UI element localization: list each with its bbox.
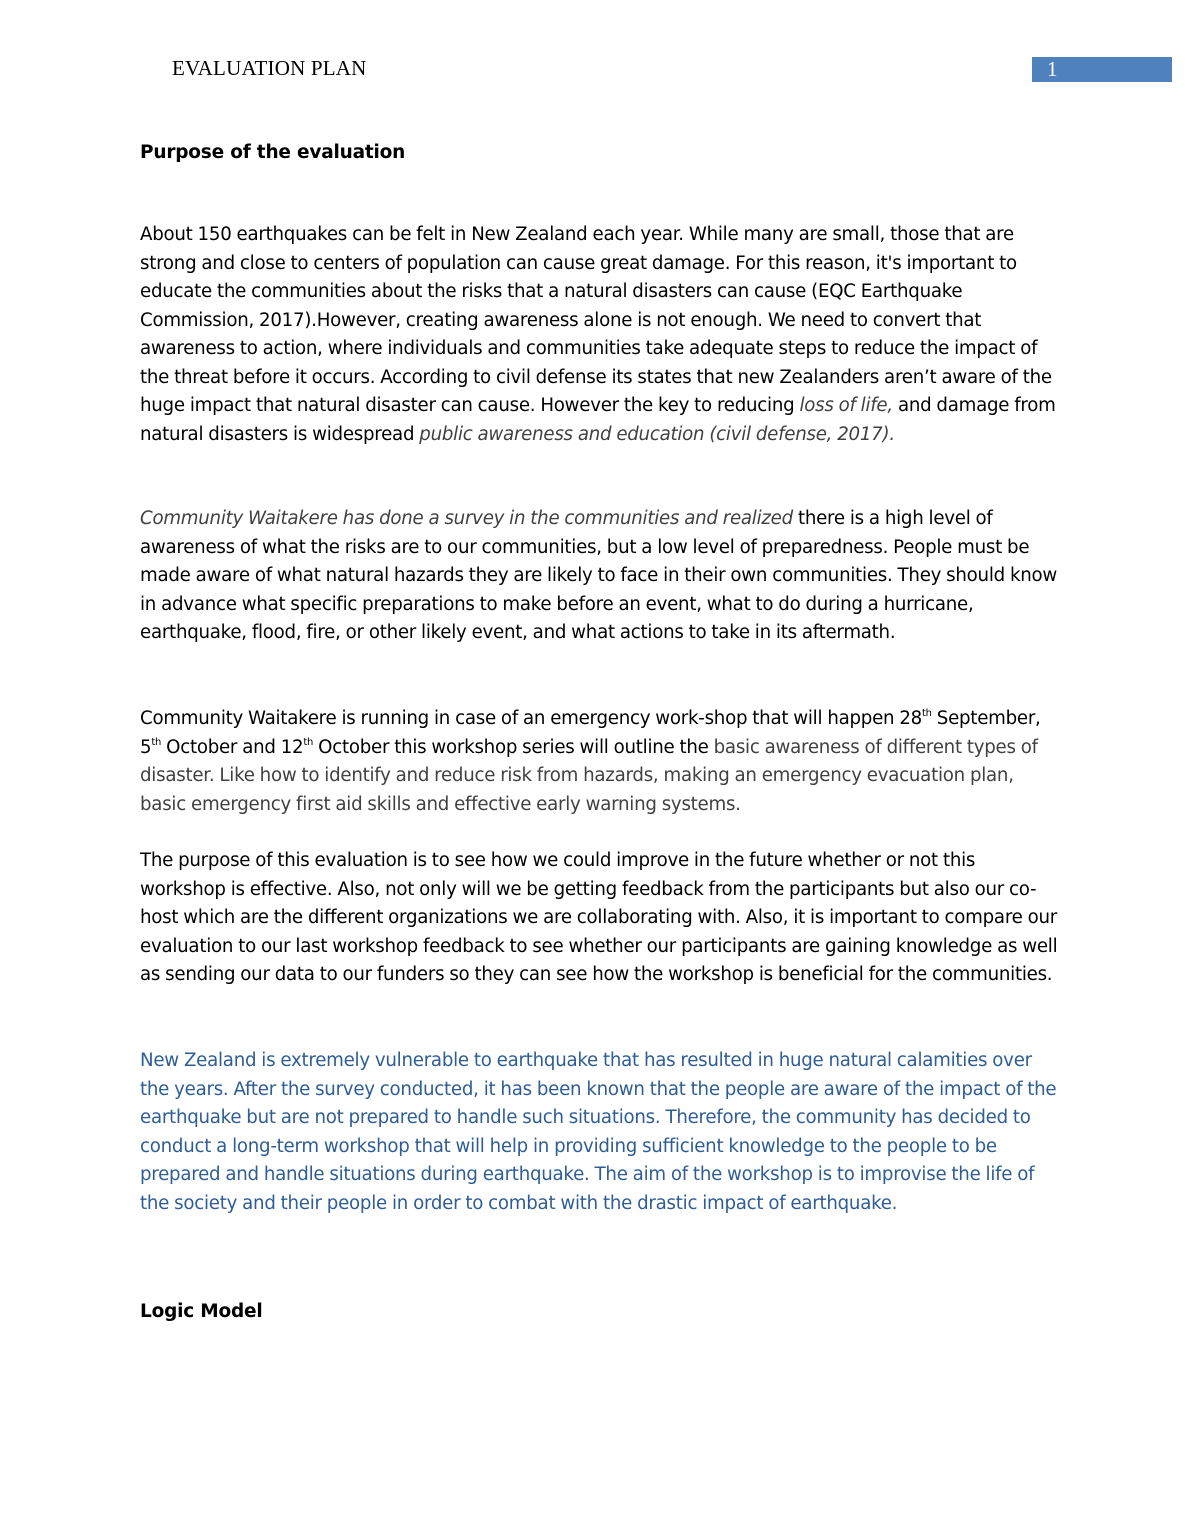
purpose-heading: Purpose of the evaluation — [140, 142, 406, 163]
superscript: th — [303, 736, 314, 748]
paragraph-text: and damage from natural disasters is widespread — [140, 395, 1056, 445]
paragraph-text: October this workshop series will outline the — [313, 736, 714, 758]
paragraph-text: Community Waitakere is running in case of an emergency work-shop that will happen 28 — [140, 708, 922, 729]
superscript: th — [151, 736, 162, 748]
paragraph-text: September, 5 — [140, 708, 1041, 758]
paragraph-text: there is a high level of awareness of what the risks are to our communities, but a low level of preparedness. People must be made aware of what natural hazards they are likely to face in their own communities. They should know in advance what specific preparations to make before an event, what to do during a hurricane, earthquake, flood, fire, or other likely event, and what actions to take in its aftermath. — [140, 508, 1058, 643]
logic-model-heading: Logic Model — [140, 1301, 263, 1322]
italic-citation: public awareness and education (civil defense, 2017). — [419, 423, 895, 445]
paragraph-text: About 150 earthquakes can be felt in New Zealand each year. While many are small, those that are strong and close to centers of population can cause great damage. For this reason, it's important to educate the communities about the risks that a natural disasters can cause (EQC Earthquake Commission, 2017).However, creating awareness alone is not enough. We need to convert that awareness to action, where individuals and communities take adequate steps to reduce the impact of the threat before it occurs. According to civil defense its states that new Zealanders aren’t aware of the huge impact that natural disaster can cause. However the key to reducing — [140, 224, 1052, 416]
superscript: th — [921, 708, 932, 719]
italic-phrase: Community Waitakere has done a survey in the communities and realized — [140, 508, 793, 529]
paragraph-earthquake-awareness — [140, 221, 1060, 449]
header-title: EVALUATION PLAN — [172, 56, 367, 80]
gray-phrase: basic awareness of different types of disaster. Like how to identify and reduce risk from hazards, making an emergency evacuation plan, basic emergency first aid skills and effective early warning systems. — [140, 736, 1038, 815]
paragraph-workshop-schedule — [140, 705, 1060, 819]
paragraph-evaluation-purpose: The purpose of this evaluation is to see how we could improve in the future whether or not this workshop is effective. Also, not only will we be getting feedback from the participants but also our co-host which are the different organizations we are collaborating with. Also, it is important to compare our evaluation to our last workshop feedback to see whether our participants are gaining knowledge as well as sending our data to our funders so they can see how the workshop is beneficial for the communities. — [140, 850, 1058, 985]
paragraph-text: October and 12 — [161, 736, 304, 758]
paragraph-survey — [140, 505, 1060, 648]
page-number: 1 — [1047, 57, 1058, 81]
page-number-badge — [1032, 57, 1172, 82]
italic-phrase: loss of life, — [799, 395, 893, 416]
paragraph-vulnerability: New Zealand is extremely vulnerable to earthquake that has resulted in huge natural calamities over the years. After the survey conducted, it has been known that the people are aware of the impact of the earthquake but are not prepared to handle such situations. Therefore, the community has decided to conduct a long-term workshop that will help in providing sufficient knowledge to the people to be prepared and handle situations during earthquake. The aim of the workshop is to improvise the life of the society and their people in order to combat with the drastic impact of earthquake. — [140, 1050, 1057, 1214]
